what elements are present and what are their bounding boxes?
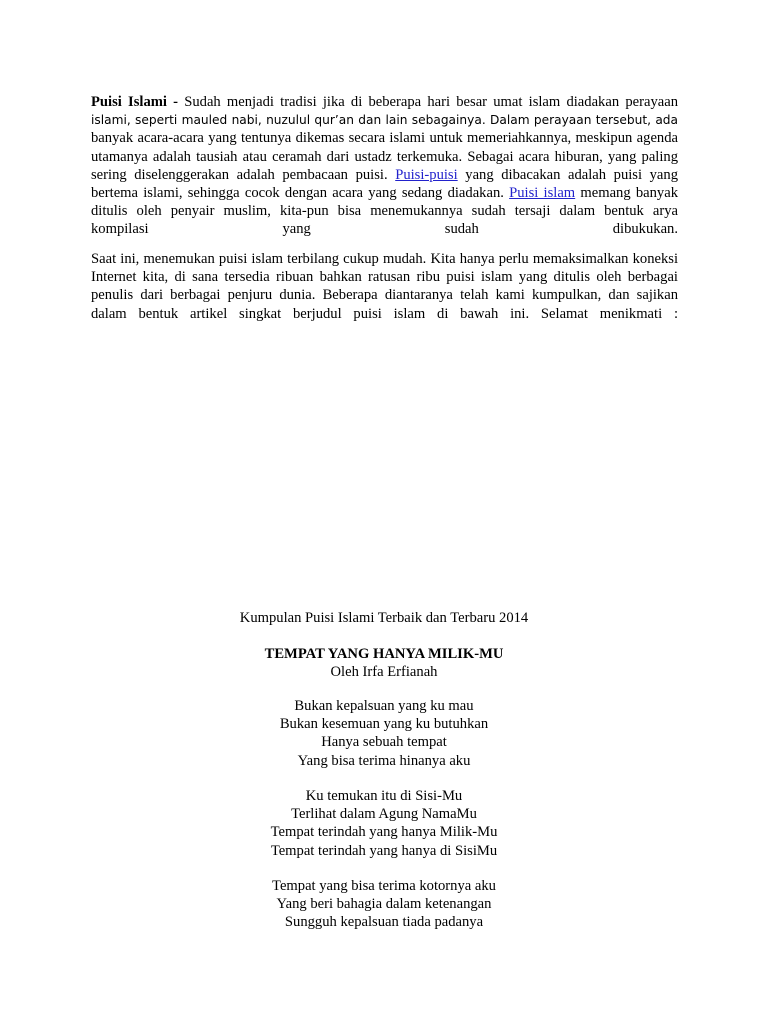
- poem-line: Terlihat dalam Agung NamaMu: [291, 806, 477, 823]
- poem-line: Yang beri bahagia dalam ketenangan: [276, 896, 492, 913]
- intro-lead: Puisi Islami -: [91, 94, 179, 110]
- poem-line: Yang bisa terima hinanya aku: [297, 752, 471, 769]
- intro-text-c: memang banyak ditulis oleh penyair muslim, kita-pun bisa menemukannya sudah tersaji dalam bentuk arya kompilasi yang sudah dibukukan.: [91, 185, 678, 238]
- intro-text-line2: islami, seperti mauled nabi, nuzulul qur’an dan lain sebagainya. Dalam perayaan tersebut, ada: [91, 113, 678, 128]
- poem-line: Tempat terindah yang hanya Milik-Mu: [270, 824, 498, 841]
- poem-line: Bukan kepalsuan yang ku mau: [294, 698, 474, 714]
- poem-stanza: [0, 787, 768, 860]
- collection-title: Kumpulan Puisi Islami Terbaik dan Terbaru 2014: [239, 610, 529, 626]
- poem-line: Tempat yang bisa terima kotornya aku: [272, 878, 496, 894]
- poem-line: Sungguh kepalsuan tiada padanya: [284, 914, 484, 931]
- intro-paragraph: [91, 93, 678, 239]
- intro-text-line1: Sudah menjadi tradisi jika di beberapa hari besar umat islam diadakan perayaan: [178, 94, 678, 110]
- poem-stanza: [0, 877, 768, 932]
- poem-stanza: [0, 697, 768, 770]
- poem-line: Tempat terindah yang hanya di SisiMu: [270, 842, 498, 859]
- intro-text-a: banyak acara-acara yang tentunya dikemas secara islami untuk memeriahkannya, meskipun agenda utamanya adalah tausiah atau ceramah dari ustadz terkemuka. Sebagai acara hiburan, yang paling sering diselenggerakan adalah pembacaan puisi.: [91, 130, 678, 183]
- poem-author: Oleh Irfa Erfianah: [330, 664, 438, 680]
- puisi-islam-link[interactable]: Puisi islam: [509, 185, 576, 202]
- poem-line: Ku temukan itu di Sisi-Mu: [305, 788, 463, 804]
- poem-title: TEMPAT YANG HANYA MILIK-MU: [264, 646, 504, 662]
- puisi-puisi-link[interactable]: Puisi-puisi: [395, 166, 458, 183]
- second-paragraph: Saat ini, menemukan puisi islam terbilang cukup mudah. Kita hanya perlu memaksimalkan koneksi Internet kita, di sana tersedia ribuan bahkan ratusan ribu puisi islam yang ditulis oleh berbagai penulis dari berbagai penjuru dunia. Beberapa diantaranya telah kami kumpulkan, dan sajikan dalam bentuk artikel singkat berjudul puisi islam di bawah ini. Selamat menikmati :: [91, 251, 678, 322]
- intro-text-b: yang dibacakan adalah puisi yang bertema islami, sehingga cocok dengan acara yang sedang diadakan.: [91, 166, 679, 202]
- poem-line: Hanya sebuah tempat: [321, 734, 447, 751]
- poem-line: Bukan kesemuan yang ku butuhkan: [279, 716, 489, 733]
